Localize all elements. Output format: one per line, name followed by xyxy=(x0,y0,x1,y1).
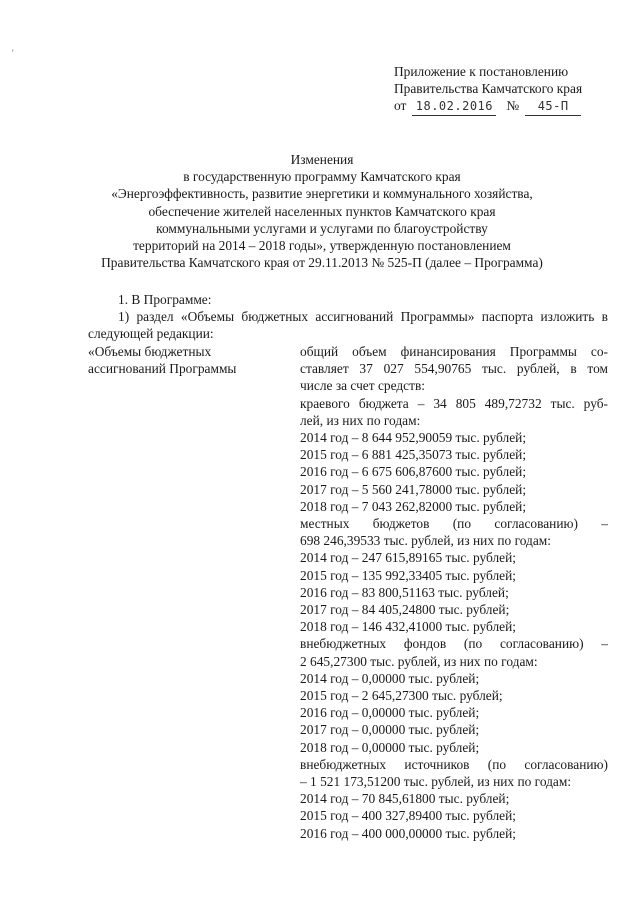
budget-line: 2015 год – 2 645,27300 тыс. рублей; xyxy=(300,688,503,704)
budget-line: – 1 521 173,51200 тыс. рублей, из них по годам: xyxy=(300,774,572,790)
appendix-line-2: Правительства Камчатского края xyxy=(394,81,583,96)
title-line: в государственную программу Камчатского края xyxy=(183,169,461,185)
appendix-from-label: от xyxy=(394,98,407,113)
title-line: Правительства Камчатского края от 29.11.2013 № 525-П (далее – Программа) xyxy=(101,255,543,271)
budget-line: 2018 год – 7 043 262,82000 тыс. рублей; xyxy=(300,498,527,514)
title-heading: Изменения xyxy=(290,152,354,167)
item-1-text: 1) раздел «Объемы бюджетных ассигнований Программы» паспорта изложить в следующей редакции: xyxy=(88,309,608,342)
title-line: «Энергоэффективность, развитие энергетики и коммунального хозяйства, xyxy=(111,186,533,202)
budget-line: ставляет 37 027 554,90765 тыс. рублей, в том xyxy=(300,361,608,377)
appendix-number-sign: № xyxy=(506,98,520,113)
title-line: территорий на 2014 – 2018 годы», утвержденную постановлением xyxy=(133,238,511,254)
budget-line: 2018 год – 146 432,41000 тыс. рублей; xyxy=(300,619,517,635)
budget-line: местных бюджетов (по согласованию) – xyxy=(300,516,608,532)
budget-line: 2014 год – 0,00000 тыс. рублей; xyxy=(300,670,480,686)
budget-line: 2017 год – 0,00000 тыс. рублей; xyxy=(300,722,480,738)
budget-line: 2018 год – 0,00000 тыс. рублей; xyxy=(300,739,480,755)
stray-mark: ' xyxy=(12,48,14,58)
title-line: коммунальными услугами и услугами по благоустройству xyxy=(156,220,488,236)
appendix-date-line xyxy=(394,97,624,116)
budget-line: 2015 год – 400 327,89400 тыс. рублей; xyxy=(300,808,517,824)
budget-line: 2016 год – 400 000,00000 тыс. рублей; xyxy=(300,825,517,841)
budget-line: 2017 год – 5 560 241,78000 тыс. рублей; xyxy=(300,481,527,497)
budget-table-values xyxy=(300,343,608,842)
budget-line: 2015 год – 135 992,33405 тыс. рублей; xyxy=(300,567,517,583)
appendix-block xyxy=(394,63,624,116)
budget-line: 2016 год – 6 675 606,87600 тыс. рублей; xyxy=(300,464,527,480)
budget-line: краевого бюджета – 34 805 489,72732 тыс. руб- xyxy=(300,395,608,411)
budget-line: 698 246,39533 тыс. рублей, из них по годам: xyxy=(300,533,551,549)
budget-line: 2014 год – 70 845,61800 тыс. рублей; xyxy=(300,791,510,807)
document-title xyxy=(80,151,564,271)
section-1-heading: 1. В Программе: xyxy=(118,292,212,307)
budget-line: лей, из них по годам: xyxy=(300,412,421,428)
budget-line: 2016 год – 83 800,51163 тыс. рублей; xyxy=(300,584,509,600)
title-line: обеспечение жителей населенных пунктов Камчатского края xyxy=(148,203,496,219)
budget-line: 2016 год – 0,00000 тыс. рублей; xyxy=(300,705,480,721)
budget-line: внебюджетных фондов (по согласованию) – xyxy=(300,636,608,652)
budget-line: общий объем финансирования Программы со- xyxy=(300,344,608,359)
budget-line: 2014 год – 8 644 952,90059 тыс. рублей; xyxy=(300,430,527,446)
appendix-number: 45-П xyxy=(525,98,581,116)
budget-line: 2 645,27300 тыс. рублей, из них по годам: xyxy=(300,653,538,669)
appendix-date: 18.02.2016 xyxy=(412,98,496,116)
body-text xyxy=(88,291,608,343)
budget-line: внебюджетных источников (по согласованию) xyxy=(300,756,608,772)
label-line: ассигнований Программы xyxy=(88,361,237,377)
budget-table-label xyxy=(88,343,288,377)
label-line: «Объемы бюджетных xyxy=(88,344,212,359)
appendix-line-1: Приложение к постановлению xyxy=(394,64,569,79)
budget-line: числе за счет средств: xyxy=(300,378,426,394)
budget-line: 2015 год – 6 881 425,35073 тыс. рублей; xyxy=(300,447,527,463)
budget-line: 2014 год – 247 615,89165 тыс. рублей; xyxy=(300,550,517,566)
budget-line: 2017 год – 84 405,24800 тыс. рублей; xyxy=(300,602,510,618)
